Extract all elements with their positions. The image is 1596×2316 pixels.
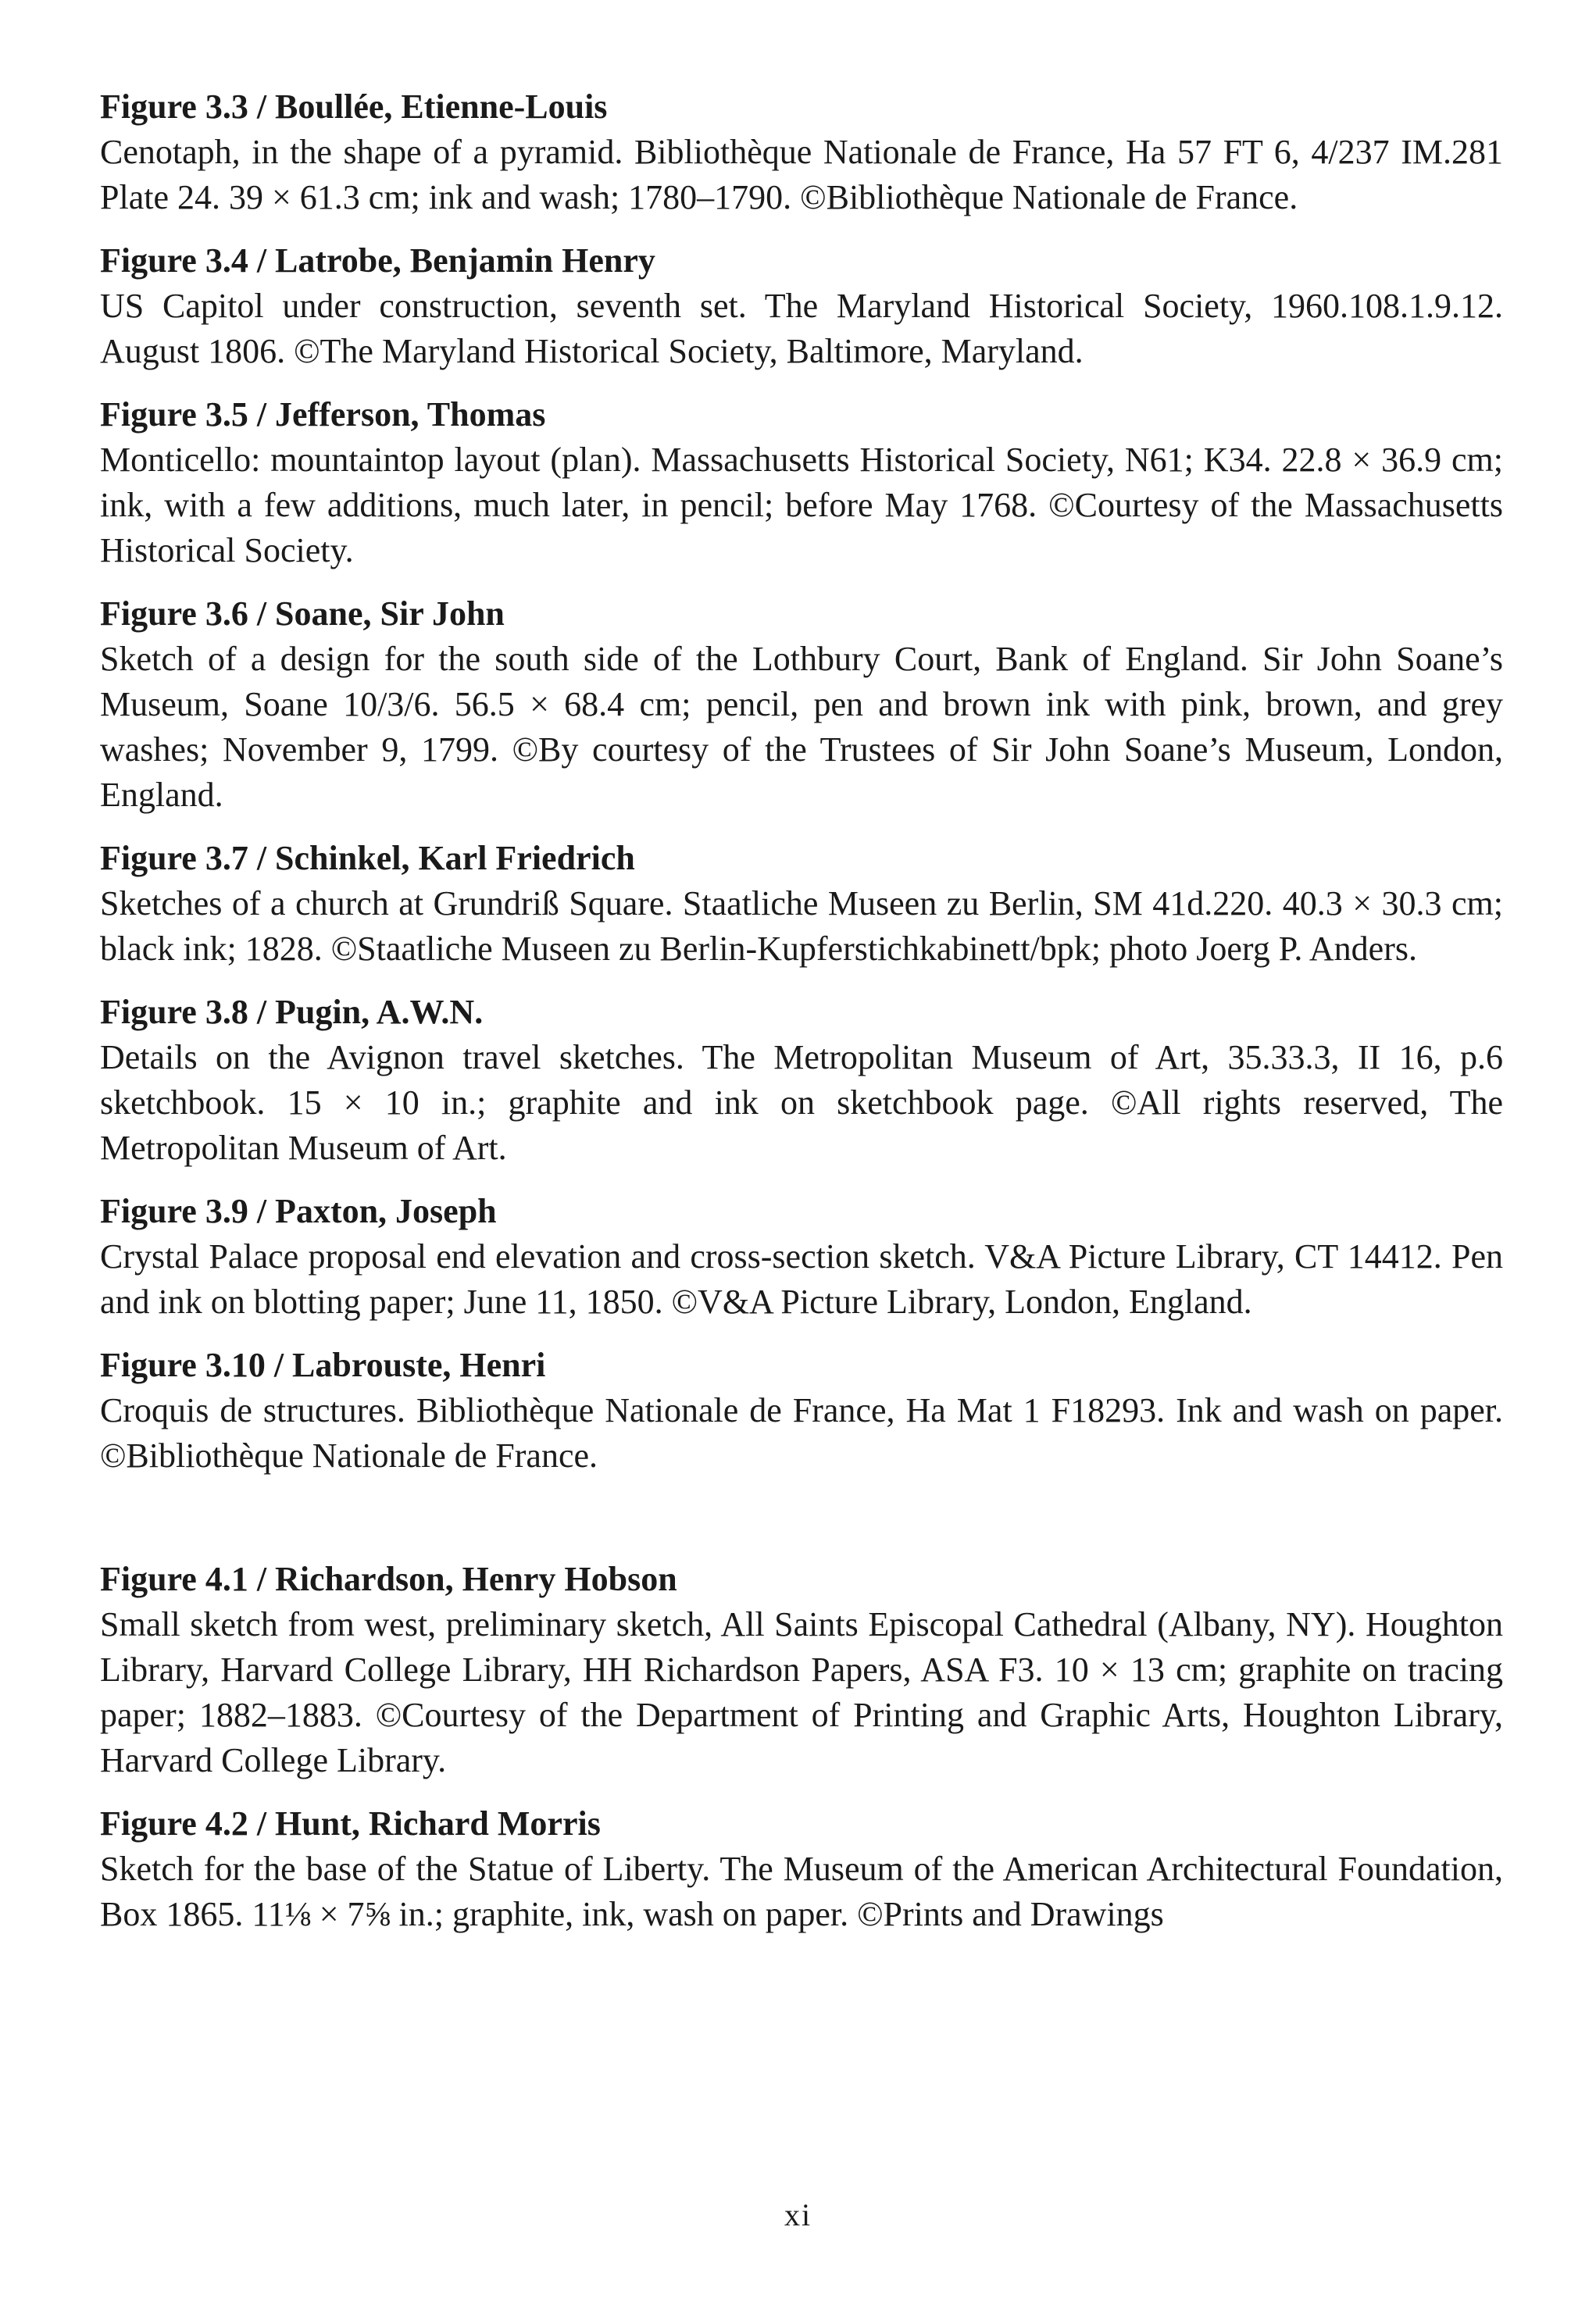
- figure-title: Figure 3.4 / Latrobe, Benjamin Henry: [100, 241, 655, 280]
- figure-credit: Details on the Avignon travel sketches. The Metropolitan Museum of Art, 35.33.3, II 16, p.6 sketchbook. 15 × 10 in.; graphite and ink on sketchbook page. ©All rights reserved, The Metropolitan Museum of Art.: [100, 1038, 1503, 1167]
- figure-credit: Sketch for the base of the Statue of Liberty. The Museum of the American Architectural Foundation, Box 1865. 11⅛ × 7⅝ in.; graphite, ink, wash on paper. ©Prints and Drawings: [100, 1850, 1503, 1933]
- figure-title: Figure 3.3 / Boullée, Etienne-Louis: [100, 87, 608, 126]
- figure-entry-3-3: [100, 84, 1503, 220]
- figure-entry-3-4: [100, 238, 1503, 374]
- figure-credit: Cenotaph, in the shape of a pyramid. Bibliothèque Nationale de France, Ha 57 FT 6, 4/237 IM.281 Plate 24. 39 × 61.3 cm; ink and wash; 1780–1790. ©Bibliothèque Nationale de France.: [100, 133, 1503, 216]
- figure-entry-4-1: [100, 1557, 1503, 1783]
- figure-credit: Monticello: mountaintop layout (plan). Massachusetts Historical Society, N61; K34. 22.8 × 36.9 cm; ink, with a few additions, much later, in pencil; before May 1768. ©Courtesy of the Massachusetts Historical Society.: [100, 441, 1503, 569]
- figure-title: Figure 3.5 / Jefferson, Thomas: [100, 395, 546, 434]
- figure-credit: Sketch of a design for the south side of the Lothbury Court, Bank of England. Sir John Soane’s Museum, Soane 10/3/6. 56.5 × 68.4 cm; pencil, pen and brown ink with pink, brown, and grey washes; November 9, 1799. ©By courtesy of the Trustees of Sir John Soane’s Museum, London, England.: [100, 640, 1503, 814]
- figure-credits-list: [100, 84, 1503, 1955]
- figure-entry-3-5: [100, 392, 1503, 573]
- figure-credit: Croquis de structures. Bibliothèque Nationale de France, Ha Mat 1 F18293. Ink and wash on paper. ©Bibliothèque Nationale de France.: [100, 1391, 1503, 1475]
- figure-entry-4-2: [100, 1801, 1503, 1937]
- figure-entry-3-9: [100, 1189, 1503, 1325]
- figure-title: Figure 3.10 / Labrouste, Henri: [100, 1346, 546, 1384]
- figure-title: Figure 3.8 / Pugin, A.W.N.: [100, 993, 484, 1031]
- figure-title: Figure 3.9 / Paxton, Joseph: [100, 1192, 497, 1230]
- figure-entry-3-6: [100, 591, 1503, 818]
- figure-entry-3-10: [100, 1343, 1503, 1479]
- figure-credit: Crystal Palace proposal end elevation and cross-section sketch. V&A Picture Library, CT 14412. Pen and ink on blotting paper; June 11, 1850. ©V&A Picture Library, London, England.: [100, 1237, 1503, 1321]
- figure-credit: Sketches of a church at Grundriß Square. Staatliche Museen zu Berlin, SM 41d.220. 40.3 × 30.3 cm; black ink; 1828. ©Staatliche Museen zu Berlin-Kupferstichkabinett/bpk; photo Joerg P. Anders.: [100, 884, 1503, 968]
- figure-title: Figure 3.6 / Soane, Sir John: [100, 594, 505, 633]
- figure-title: Figure 3.7 / Schinkel, Karl Friedrich: [100, 839, 635, 877]
- figure-title: Figure 4.2 / Hunt, Richard Morris: [100, 1804, 601, 1843]
- figure-entry-3-7: [100, 836, 1503, 972]
- figure-credit: US Capitol under construction, seventh set. The Maryland Historical Society, 1960.108.1.9.12. August 1806. ©The Maryland Historical Society, Baltimore, Maryland.: [100, 287, 1503, 370]
- page-number: xi: [784, 2197, 812, 2232]
- figure-entry-3-8: [100, 990, 1503, 1171]
- figure-title: Figure 4.1 / Richardson, Henry Hobson: [100, 1560, 677, 1598]
- figure-credit: Small sketch from west, preliminary sketch, All Saints Episcopal Cathedral (Albany, NY). Houghton Library, Harvard College Library, HH Richardson Papers, ASA F3. 10 × 13 cm; graphite on tracing paper; 1882–1883. ©Courtesy of the Department of Printing and Graphic Arts, Houghton Library, Harvard College Library.: [100, 1605, 1503, 1779]
